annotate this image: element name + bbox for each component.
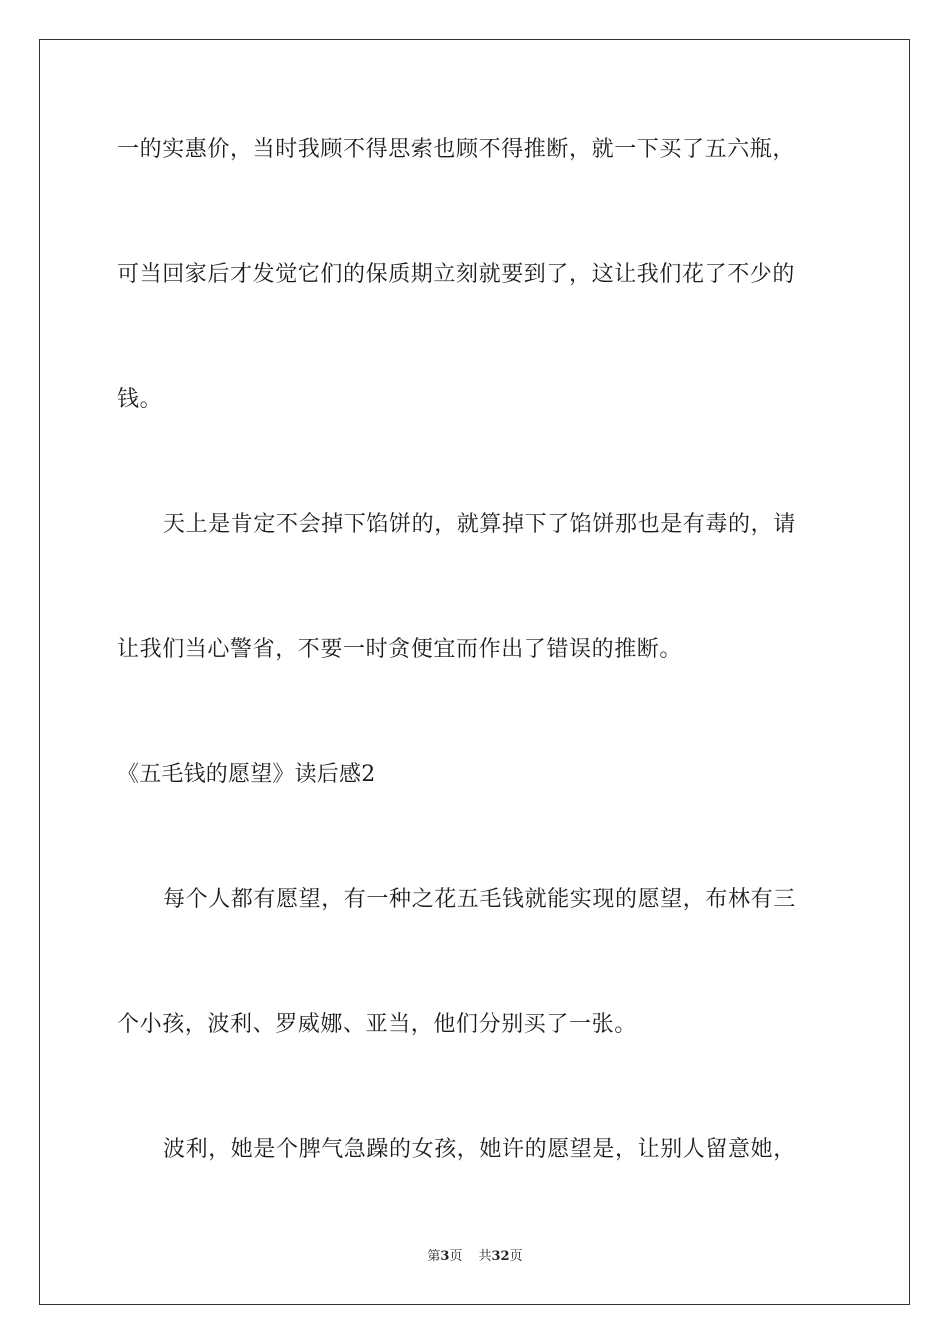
- text-line: 个小孩，波利、罗威娜、亚当，他们分别买了一张。: [117, 1012, 637, 1037]
- footer-total-prefix: 共: [478, 1249, 492, 1264]
- footer-total-pages: 32: [491, 1249, 510, 1264]
- page-footer: [0, 1248, 950, 1266]
- footer-page-prefix: 第: [427, 1249, 441, 1264]
- page-border: [39, 39, 910, 1305]
- footer-total-unit: 页: [509, 1249, 523, 1264]
- paragraph-start-line: 每个人都有愿望，有一种之花五毛钱就能实现的愿望，布林有三: [163, 887, 796, 912]
- footer-current-page: 3: [440, 1249, 450, 1264]
- paragraph-start-line: 天上是肯定不会掉下馅饼的，就算掉下了馅饼那也是有毒的，请: [163, 512, 796, 537]
- section-heading: 《五毛钱的愿望》读后感2: [117, 762, 376, 787]
- text-line: 钱。: [117, 387, 163, 412]
- paragraph-start-line: 波利，她是个脾气急躁的女孩，她许的愿望是，让别人留意她，: [163, 1137, 796, 1162]
- text-line: 让我们当心警省，不要一时贪便宜而作出了错误的推断。: [117, 637, 683, 662]
- text-line: 一的实惠价，当时我顾不得思索也顾不得推断，就一下买了五六瓶，: [117, 137, 796, 162]
- footer-page-unit: 页: [449, 1249, 463, 1264]
- text-line: 可当回家后才发觉它们的保质期立刻就要到了，这让我们花了不少的: [117, 262, 796, 287]
